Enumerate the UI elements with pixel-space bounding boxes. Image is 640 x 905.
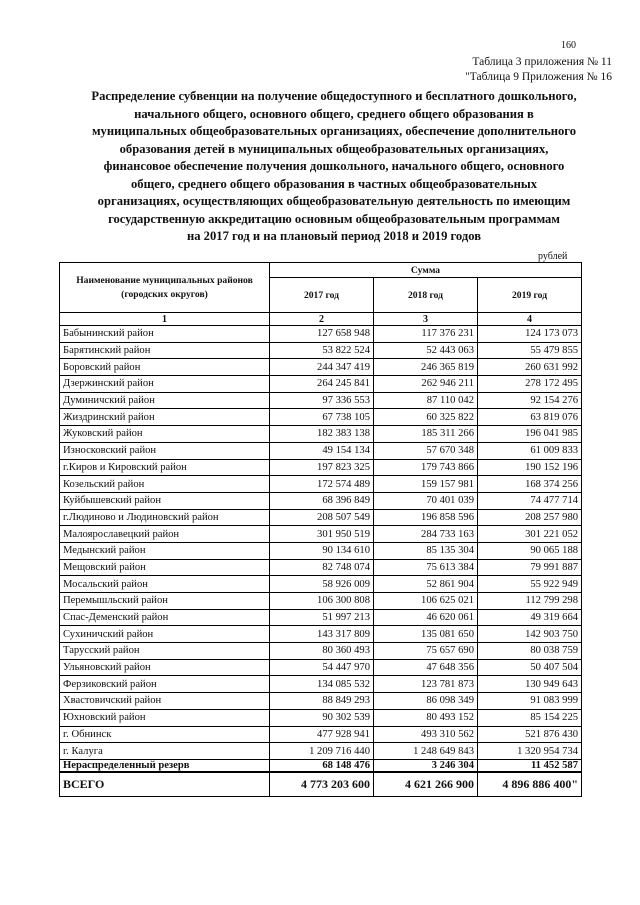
table-row — [60, 342, 582, 359]
district-name: г.Людиново и Людиновский район — [60, 509, 270, 526]
value-2018: 246 365 819 — [374, 359, 478, 376]
value-2017: 88 849 293 — [270, 693, 374, 710]
value-2019: 1 320 954 734 — [478, 743, 582, 760]
title-line: финансовое обеспечение получения дошкольного, начального общего, основного — [103, 159, 565, 173]
value-2019: 142 903 750 — [478, 626, 582, 643]
title-line: Распределение субвенции на получение общедоступного и бесплатного дошкольного, — [91, 89, 577, 103]
value-2018: 179 743 866 — [374, 459, 478, 476]
title-line: образования детей в муниципальных общеобразовательных организациях, — [119, 141, 549, 156]
header-name: Наименование муниципальных районов (городских округов) — [60, 263, 270, 313]
value-2017: 51 997 213 — [270, 609, 374, 626]
units-label: рублей — [538, 251, 568, 262]
total-2019: 4 896 886 400" — [478, 772, 582, 797]
value-2019: 63 819 076 — [478, 409, 582, 426]
table-row — [60, 576, 582, 593]
district-name: Козельский район — [60, 476, 270, 493]
column-number: 2 — [270, 313, 374, 326]
table-row — [60, 659, 582, 676]
value-2018: 60 325 822 — [374, 409, 478, 426]
value-2017: 90 302 539 — [270, 709, 374, 726]
header-year-2019: 2019 год — [478, 278, 582, 313]
value-2018: 159 157 981 — [374, 476, 478, 493]
total-2017: 4 773 203 600 — [270, 772, 374, 797]
value-2019: 208 257 980 — [478, 509, 582, 526]
value-2017: 143 317 809 — [270, 626, 374, 643]
table-row — [60, 492, 582, 509]
table-row — [60, 542, 582, 559]
table-row — [60, 392, 582, 409]
district-name: Юхновский район — [60, 709, 270, 726]
district-name: Жиздринский район — [60, 409, 270, 426]
value-2018: 70 401 039 — [374, 492, 478, 509]
district-name: Медынский район — [60, 542, 270, 559]
value-2017: 82 748 074 — [270, 559, 374, 576]
table-row — [60, 526, 582, 543]
district-name: Ульяновский район — [60, 659, 270, 676]
column-number-row — [60, 313, 582, 326]
district-name: Думиничский район — [60, 392, 270, 409]
value-2017: 54 447 970 — [270, 659, 374, 676]
column-number: 4 — [478, 313, 582, 326]
value-2017: 172 574 489 — [270, 476, 374, 493]
title-line: государственную аккредитацию основным общеобразовательным программам — [108, 211, 560, 226]
table-row — [60, 359, 582, 376]
table-body — [60, 326, 582, 760]
reserve-2018: 3 246 304 — [374, 759, 478, 772]
value-2019: 85 154 225 — [478, 709, 582, 726]
value-2017: 53 822 524 — [270, 342, 374, 359]
value-2018: 57 670 348 — [374, 442, 478, 459]
value-2017: 67 738 105 — [270, 409, 374, 426]
value-2018: 284 733 163 — [374, 526, 478, 543]
value-2018: 117 376 231 — [374, 326, 478, 343]
value-2017: 264 245 841 — [270, 376, 374, 393]
value-2017: 477 928 941 — [270, 726, 374, 743]
value-2019: 124 173 073 — [478, 326, 582, 343]
district-name: Мещовский район — [60, 559, 270, 576]
value-2018: 46 620 061 — [374, 609, 478, 626]
value-2019: 61 009 833 — [478, 442, 582, 459]
value-2019: 112 799 298 — [478, 593, 582, 610]
header-sum: Сумма — [270, 263, 582, 278]
district-name: Перемышльский район — [60, 593, 270, 610]
table-row — [60, 609, 582, 626]
value-2019: 74 477 714 — [478, 492, 582, 509]
table-row — [60, 593, 582, 610]
district-name: Куйбышевский район — [60, 492, 270, 509]
value-2018: 493 310 562 — [374, 726, 478, 743]
value-2019: 90 065 188 — [478, 542, 582, 559]
value-2019: 50 407 504 — [478, 659, 582, 676]
district-name: г. Калуга — [60, 743, 270, 760]
value-2018: 75 613 384 — [374, 559, 478, 576]
district-name: Барятинский район — [60, 342, 270, 359]
value-2019: 196 041 985 — [478, 426, 582, 443]
header-year-2017: 2017 год — [270, 278, 374, 313]
title-line: организациях, осуществляющих общеобразовательную деятельность по имеющим — [97, 194, 571, 208]
value-2019: 91 083 999 — [478, 693, 582, 710]
table-row — [60, 326, 582, 343]
value-2018: 52 861 904 — [374, 576, 478, 593]
reserve-row — [60, 759, 582, 772]
column-number: 1 — [60, 313, 270, 326]
value-2017: 80 360 493 — [270, 643, 374, 660]
value-2019: 190 152 196 — [478, 459, 582, 476]
table-row — [60, 726, 582, 743]
reserve-2019: 11 452 587 — [478, 759, 582, 772]
value-2019: 80 038 759 — [478, 643, 582, 660]
title-line: муниципальных общеобразовательных организациях, обеспечение дополнительного — [91, 124, 577, 138]
value-2019: 168 374 256 — [478, 476, 582, 493]
document-title — [58, 88, 610, 246]
table-row — [60, 559, 582, 576]
value-2019: 55 922 949 — [478, 576, 582, 593]
value-2017: 97 336 553 — [270, 392, 374, 409]
table-row — [60, 743, 582, 760]
value-2018: 262 946 211 — [374, 376, 478, 393]
value-2018: 123 781 873 — [374, 676, 478, 693]
total-row — [60, 772, 582, 797]
value-2017: 58 926 009 — [270, 576, 374, 593]
header-year-2018: 2018 год — [374, 278, 478, 313]
value-2018: 75 657 690 — [374, 643, 478, 660]
title-line: общего, среднего общего образования в частных общеобразовательных — [131, 176, 537, 191]
value-2018: 1 248 649 843 — [374, 743, 478, 760]
district-name: Хвастовичский район — [60, 693, 270, 710]
district-name: Дзержинский район — [60, 376, 270, 393]
district-name: Малоярославецкий район — [60, 526, 270, 543]
title-line: на 2017 год и на плановый период 2018 и 2019 годов — [186, 229, 482, 243]
value-2017: 106 300 808 — [270, 593, 374, 610]
value-2019: 92 154 276 — [478, 392, 582, 409]
value-2017: 127 658 948 — [270, 326, 374, 343]
table-row — [60, 376, 582, 393]
value-2017: 68 396 849 — [270, 492, 374, 509]
value-2018: 80 493 152 — [374, 709, 478, 726]
value-2018: 52 443 063 — [374, 342, 478, 359]
value-2019: 260 631 992 — [478, 359, 582, 376]
reserve-name: Нераспределенный резерв — [60, 759, 270, 772]
column-number: 3 — [374, 313, 478, 326]
value-2017: 90 134 610 — [270, 542, 374, 559]
table-row — [60, 459, 582, 476]
table-row — [60, 643, 582, 660]
reference-line-1: Таблица 3 приложения № 11 — [472, 56, 612, 68]
value-2017: 182 383 138 — [270, 426, 374, 443]
value-2018: 85 135 304 — [374, 542, 478, 559]
value-2017: 49 154 134 — [270, 442, 374, 459]
title-line: начального общего, основного общего, среднего общего образования в — [134, 106, 534, 121]
value-2017: 208 507 549 — [270, 509, 374, 526]
value-2017: 134 085 532 — [270, 676, 374, 693]
value-2018: 87 110 042 — [374, 392, 478, 409]
district-name: Сухиничский район — [60, 626, 270, 643]
table-row — [60, 409, 582, 426]
page-number: 160 — [561, 40, 576, 51]
value-2019: 55 479 855 — [478, 342, 582, 359]
table-row — [60, 509, 582, 526]
table-row — [60, 476, 582, 493]
district-name: г.Киров и Кировский район — [60, 459, 270, 476]
district-name: Боровский район — [60, 359, 270, 376]
value-2019: 301 221 052 — [478, 526, 582, 543]
table-row — [60, 676, 582, 693]
district-name: г. Обнинск — [60, 726, 270, 743]
value-2018: 47 648 356 — [374, 659, 478, 676]
value-2017: 197 823 325 — [270, 459, 374, 476]
value-2017: 301 950 519 — [270, 526, 374, 543]
district-name: Ферзиковский район — [60, 676, 270, 693]
district-name: Бабынинский район — [60, 326, 270, 343]
district-name: Мосальский район — [60, 576, 270, 593]
value-2019: 49 319 664 — [478, 609, 582, 626]
district-name: Жуковский район — [60, 426, 270, 443]
subvention-table — [59, 262, 582, 797]
value-2018: 185 311 266 — [374, 426, 478, 443]
value-2017: 1 209 716 440 — [270, 743, 374, 760]
table-row — [60, 626, 582, 643]
table-row — [60, 693, 582, 710]
total-2018: 4 621 266 900 — [374, 772, 478, 797]
value-2019: 278 172 495 — [478, 376, 582, 393]
district-name: Спас-Деменский район — [60, 609, 270, 626]
reference-line-2: "Таблица 9 Приложения № 16 — [465, 71, 612, 83]
value-2019: 130 949 643 — [478, 676, 582, 693]
district-name: Износковский район — [60, 442, 270, 459]
table-row — [60, 426, 582, 443]
total-name: ВСЕГО — [60, 772, 270, 797]
value-2018: 106 625 021 — [374, 593, 478, 610]
reserve-2017: 68 148 476 — [270, 759, 374, 772]
table-row — [60, 442, 582, 459]
value-2019: 79 991 887 — [478, 559, 582, 576]
value-2018: 196 858 596 — [374, 509, 478, 526]
district-name: Тарусский район — [60, 643, 270, 660]
value-2019: 521 876 430 — [478, 726, 582, 743]
value-2018: 86 098 349 — [374, 693, 478, 710]
table-row — [60, 709, 582, 726]
value-2018: 135 081 650 — [374, 626, 478, 643]
value-2017: 244 347 419 — [270, 359, 374, 376]
